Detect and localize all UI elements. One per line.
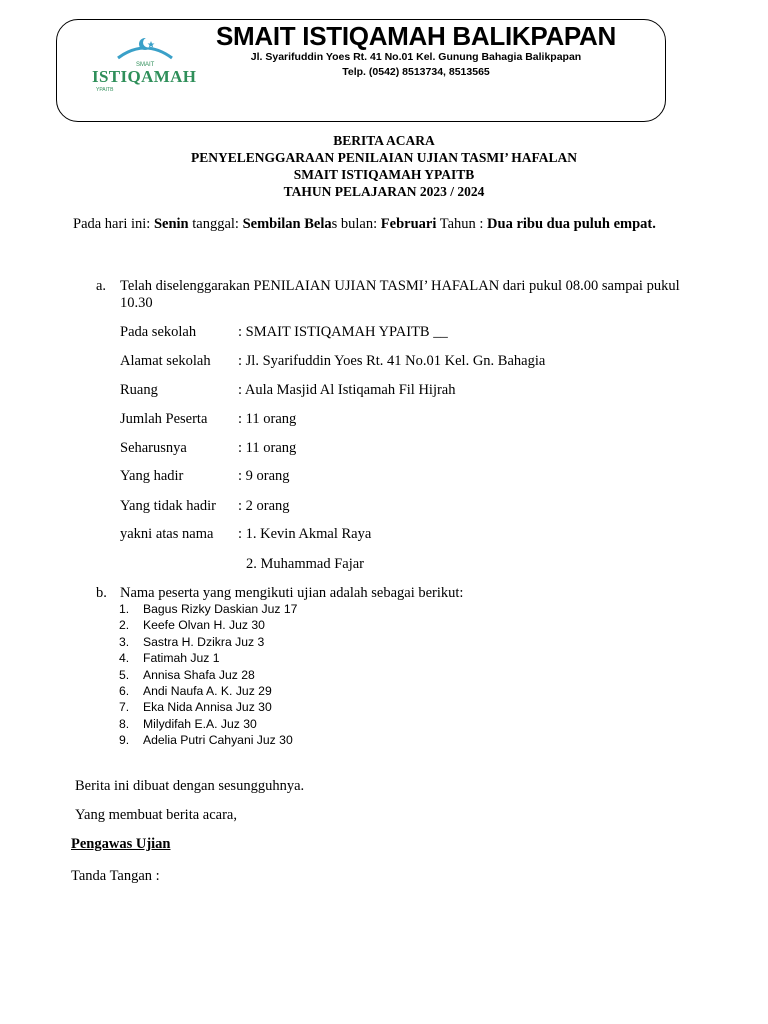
month-label: bulan:: [340, 216, 378, 232]
closing-statement: Berita ini dibuat dengan sesungguhnya.: [75, 778, 305, 794]
field-label: Yang hadir: [120, 468, 184, 484]
year-value: Dua ribu dua puluh empat.: [487, 216, 656, 232]
opening-paragraph: [73, 216, 693, 233]
participant-list: [119, 601, 297, 749]
doc-school: SMAIT ISTIQAMAH YPAITB: [293, 167, 475, 182]
logo-top-text: SMAIT: [136, 62, 155, 68]
school-logo: [90, 36, 200, 94]
list-item: 2. Keefe Olvan H. Juz 30: [119, 618, 265, 633]
date-value-tail: s: [331, 216, 338, 232]
month-value: Februari: [380, 216, 437, 232]
school-phone: Telp. (0542) 8513734, 8513565: [342, 66, 490, 78]
item-b-marker: b.: [96, 585, 107, 601]
school-address: Jl. Syarifuddin Yoes Rt. 41 No.01 Kel. Gunung Bahagia Balikpapan: [250, 51, 582, 63]
signature-label: Tanda Tangan :: [71, 868, 160, 884]
field-value: : 11 orang: [238, 411, 297, 427]
closing-author-line: Yang membuat berita acara,: [75, 807, 237, 823]
day-label: Pada hari ini:: [73, 216, 151, 232]
list-item: 5. Annisa Shafa Juz 28: [119, 667, 255, 682]
crescent-star-dome-icon: [118, 38, 172, 59]
date-value: Sembilan Bela: [242, 216, 332, 232]
list-item: 3. Sastra H. Dzikra Juz 3: [119, 634, 265, 649]
list-item: 4. Fatimah Juz 1: [119, 651, 220, 666]
field-label: yakni atas nama: [120, 526, 214, 542]
item-a-text: Telah diselenggarakan PENILAIAN UJIAN TASMI’ HAFALAN dari pukul 08.00 sampai pukul 10.30: [120, 278, 680, 311]
list-item: 8. Milydifah E.A. Juz 30: [119, 716, 257, 731]
day-value: Senin: [153, 216, 189, 232]
field-value: : 1. Kevin Akmal Raya: [238, 526, 372, 542]
field-value: : 11 orang: [238, 440, 297, 456]
date-label: tanggal:: [192, 216, 239, 232]
logo-sub-text: YPAITB: [96, 87, 114, 93]
field-value: : 2 orang: [238, 498, 290, 514]
item-b-text: Nama peserta yang mengikuti ujian adalah sebagai berikut:: [120, 585, 464, 601]
doc-year: TAHUN PELAJARAN 2023 / 2024: [283, 184, 485, 199]
field-value: : SMAIT ISTIQAMAH YPAITB __: [238, 324, 448, 340]
list-item: 6. Andi Naufa A. K. Juz 29: [119, 683, 272, 698]
field-label: Jumlah Peserta: [120, 411, 208, 427]
field-value: : 9 orang: [238, 468, 290, 484]
document-titles: [0, 132, 768, 200]
doc-title: BERITA ACARA: [333, 133, 435, 148]
field-label: Yang tidak hadir: [120, 498, 216, 514]
list-item: 7. Eka Nida Annisa Juz 30: [119, 700, 272, 715]
field-label: Pada sekolah: [120, 324, 197, 340]
field-value: 2. Muhammad Fajar: [246, 556, 364, 572]
field-value: : Jl. Syarifuddin Yoes Rt. 41 No.01 Kel. Gn. Bahagia: [238, 353, 546, 369]
field-label: Alamat sekolah: [120, 353, 211, 369]
school-name: SMAIT ISTIQAMAH BALIKPAPAN: [216, 21, 616, 51]
list-item: 9. Adelia Putri Cahyani Juz 30: [119, 733, 293, 748]
field-label: Seharusnya: [120, 440, 187, 456]
field-value: : Aula Masjid Al Istiqamah Fil Hijrah: [238, 382, 456, 398]
supervisor-heading: Pengawas Ujian: [71, 836, 171, 852]
year-label: Tahun :: [439, 216, 484, 232]
field-label: Ruang: [120, 382, 158, 398]
item-a-marker: a.: [96, 278, 107, 294]
logo-main-text: ISTIQAMAH: [92, 67, 196, 86]
list-item: 1. Bagus Rizky Daskian Juz 17: [119, 602, 298, 616]
doc-subtitle: PENYELENGGARAAN PENILAIAN UJIAN TASMI’ HAFALAN: [190, 150, 578, 165]
